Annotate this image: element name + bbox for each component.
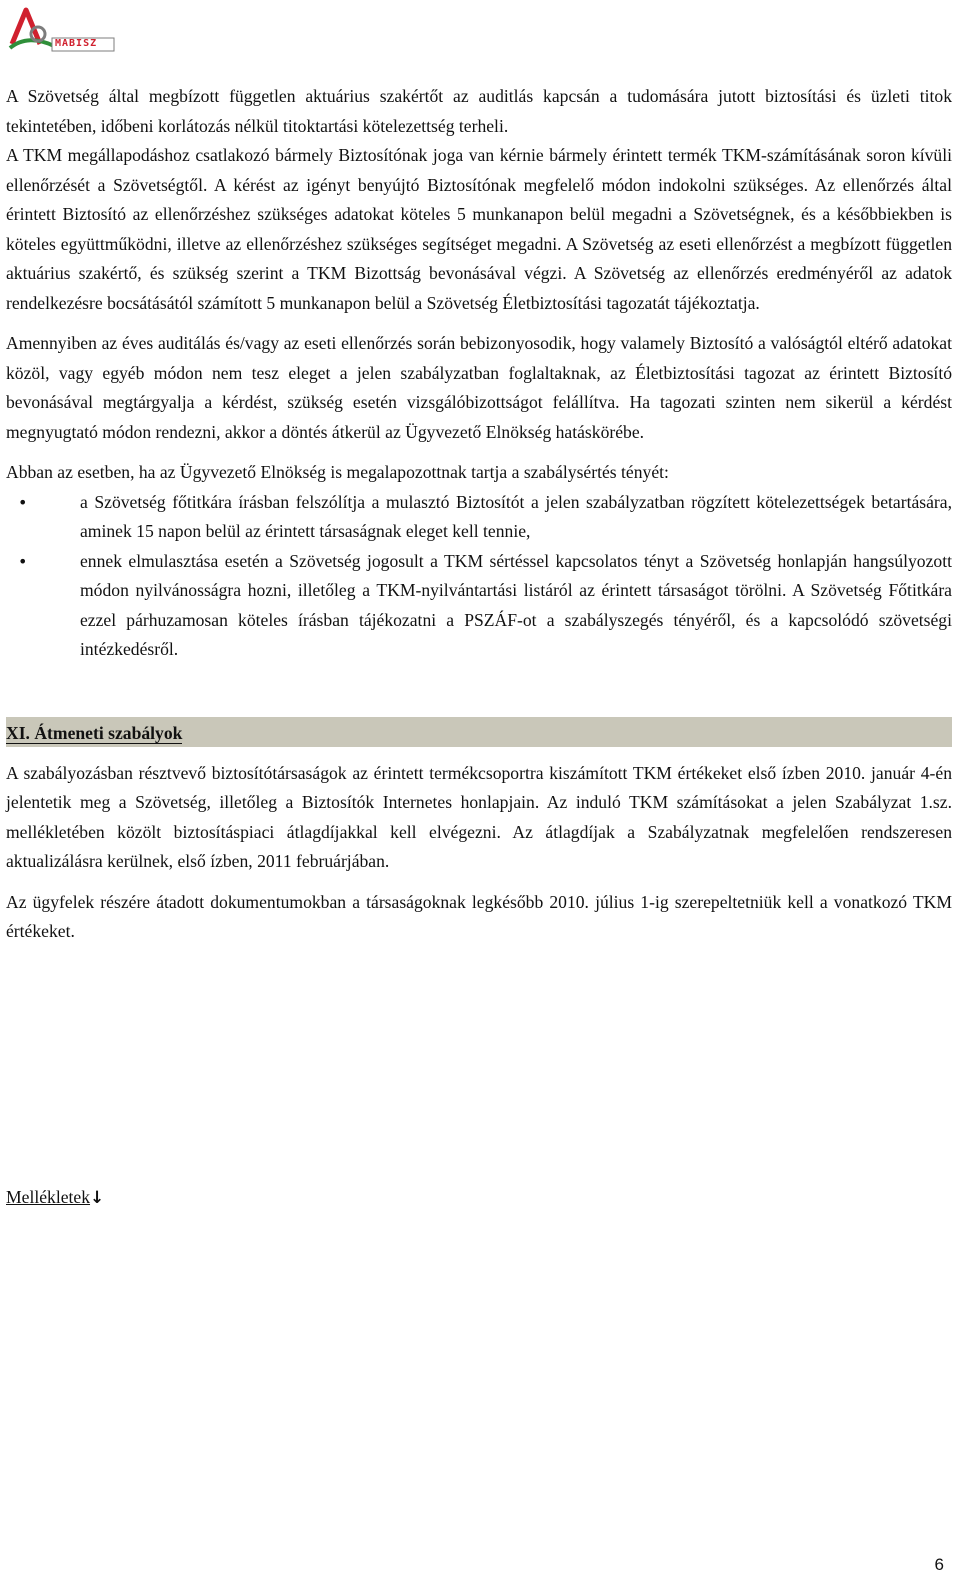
paragraph-violation: Amennyiben az éves auditálás és/vagy az eseti ellenőrzés során bebizonyosodik, hogy valamely Biztosító a valóságtól eltérő adatokat közöl, vagy egyéb módon nem tesz eleget a jelen szabályzatban foglaltaknak, az Életbiztosítási tagozat az érintett Biztosító bevonásával megtárgyalja a kérdést, szükség esetén vizsgálóbizottságot felállítva. Ha tagozati szinten nem sikerül a kérdést megnyugtató módon rendezni, akkor a döntés átkerül az Ügyvezető Elnökség hatáskörébe. [6, 333, 952, 442]
attachments-link-row [6, 1187, 104, 1208]
sanction-list [6, 488, 952, 665]
paragraph-extraordinary-check: A TKM megállapodáshoz csatlakozó bármely Biztosítónak joga van kérnie bármely érintett termék TKM-számításának soron kívüli ellenőrzését a Szövetségtől. A kérést az igényt benyújtó Biztosítónak megfelelő módon indokolni szükséges. Az ellenőrzés által érintett Biztosító az ellenőrzéshez szükséges adatokat köteles 5 munkanapon belül megadni a Szövetségnek, és a későbbiekben is köteles együttműködni, illetve az ellenőrzéshez szükséges segítséget megadni. A Szövetség az eseti ellenőrzést a megbízott független aktuárius szakértő, és szükség szerint a TKM Bizottság bevonásával végzi. A Szövetség az ellenőrzés eredményéről az adatok rendelkezésre bocsátásától számított 5 munkanapon belül a Szövetség Életbiztosítási tagozatát tájékoztatja. [6, 145, 952, 313]
mabisz-logo [8, 4, 116, 54]
arrow-down-icon[interactable]: ↓ [90, 1188, 105, 1208]
list-item [6, 547, 952, 665]
paragraph-transition-1: A szabályozásban résztvevő biztosítótársaságok az érintett termékcsoportra kiszámított TKM értékeket első ízben 2010. január 4-én jelentetik meg a Szövetség, illetőleg a Biztosítók Internetes honlapjain. Az induló TKM számításokat a jelen Szabályzat 1.sz. mellékletében közölt biztosításpiaci átlagdíjakkal kell elvégezni. Az átlagdíjak a Szabályzatnak megfelelően rendszeresen aktualizálásra kerülnek, első ízben, 2011 februárjában. [6, 762, 952, 871]
bullet-icon: • [18, 551, 28, 571]
logo-text: MABISZ [55, 38, 98, 49]
bullet-icon: • [18, 492, 28, 512]
page-number: 6 [934, 1555, 944, 1574]
section-title: XI. Átmeneti szabályok [6, 722, 183, 743]
document-body [6, 82, 952, 958]
paragraph-confidentiality: A Szövetség által megbízott független aktuárius szakértőt az auditlás kapcsán a tudomására jutott biztosítási és üzleti titok tekintetében, időbeni korlátozás nélkül titoktartási kötelezettség terheli. [6, 86, 952, 136]
section-heading [6, 717, 952, 747]
list-item-text: a Szövetség főtitkára írásban felszólítja a mulasztó Biztosítót a jelen szabályzatban rögzített kötelezettségek betartására, aminek 15 napon belül az érintett társaságnak eleget kell tennie, [80, 491, 952, 541]
attachments-link[interactable]: Mellékletek [6, 1187, 91, 1207]
list-item [6, 488, 952, 547]
paragraph-executive-board: Abban az esetben, ha az Ügyvezető Elnökség is megalapozottnak tartja a szabálysértés tényét: [6, 462, 669, 482]
paragraph-transition-2: Az ügyfelek részére átadott dokumentumokban a társaságoknak legkésőbb 2010. július 1-ig szerepeltetniük kell a vonatkozó TKM értékeket. [6, 891, 952, 941]
list-item-text: ennek elmulasztása esetén a Szövetség jogosult a TKM sértéssel kapcsolatos tényt a Szövetség honlapján hangsúlyozott módon nyilvánosságra hozni, illetőleg a TKM-nyilvántartási listáról az érintett társaságot törölni. A Szövetség Főtitkára ezzel párhuzamosan köteles írásban tájékozatni a PSZÁF-ot a szabályszegés tényéről, és a kapcsolódó szövetségi intézkedésről. [80, 550, 952, 659]
